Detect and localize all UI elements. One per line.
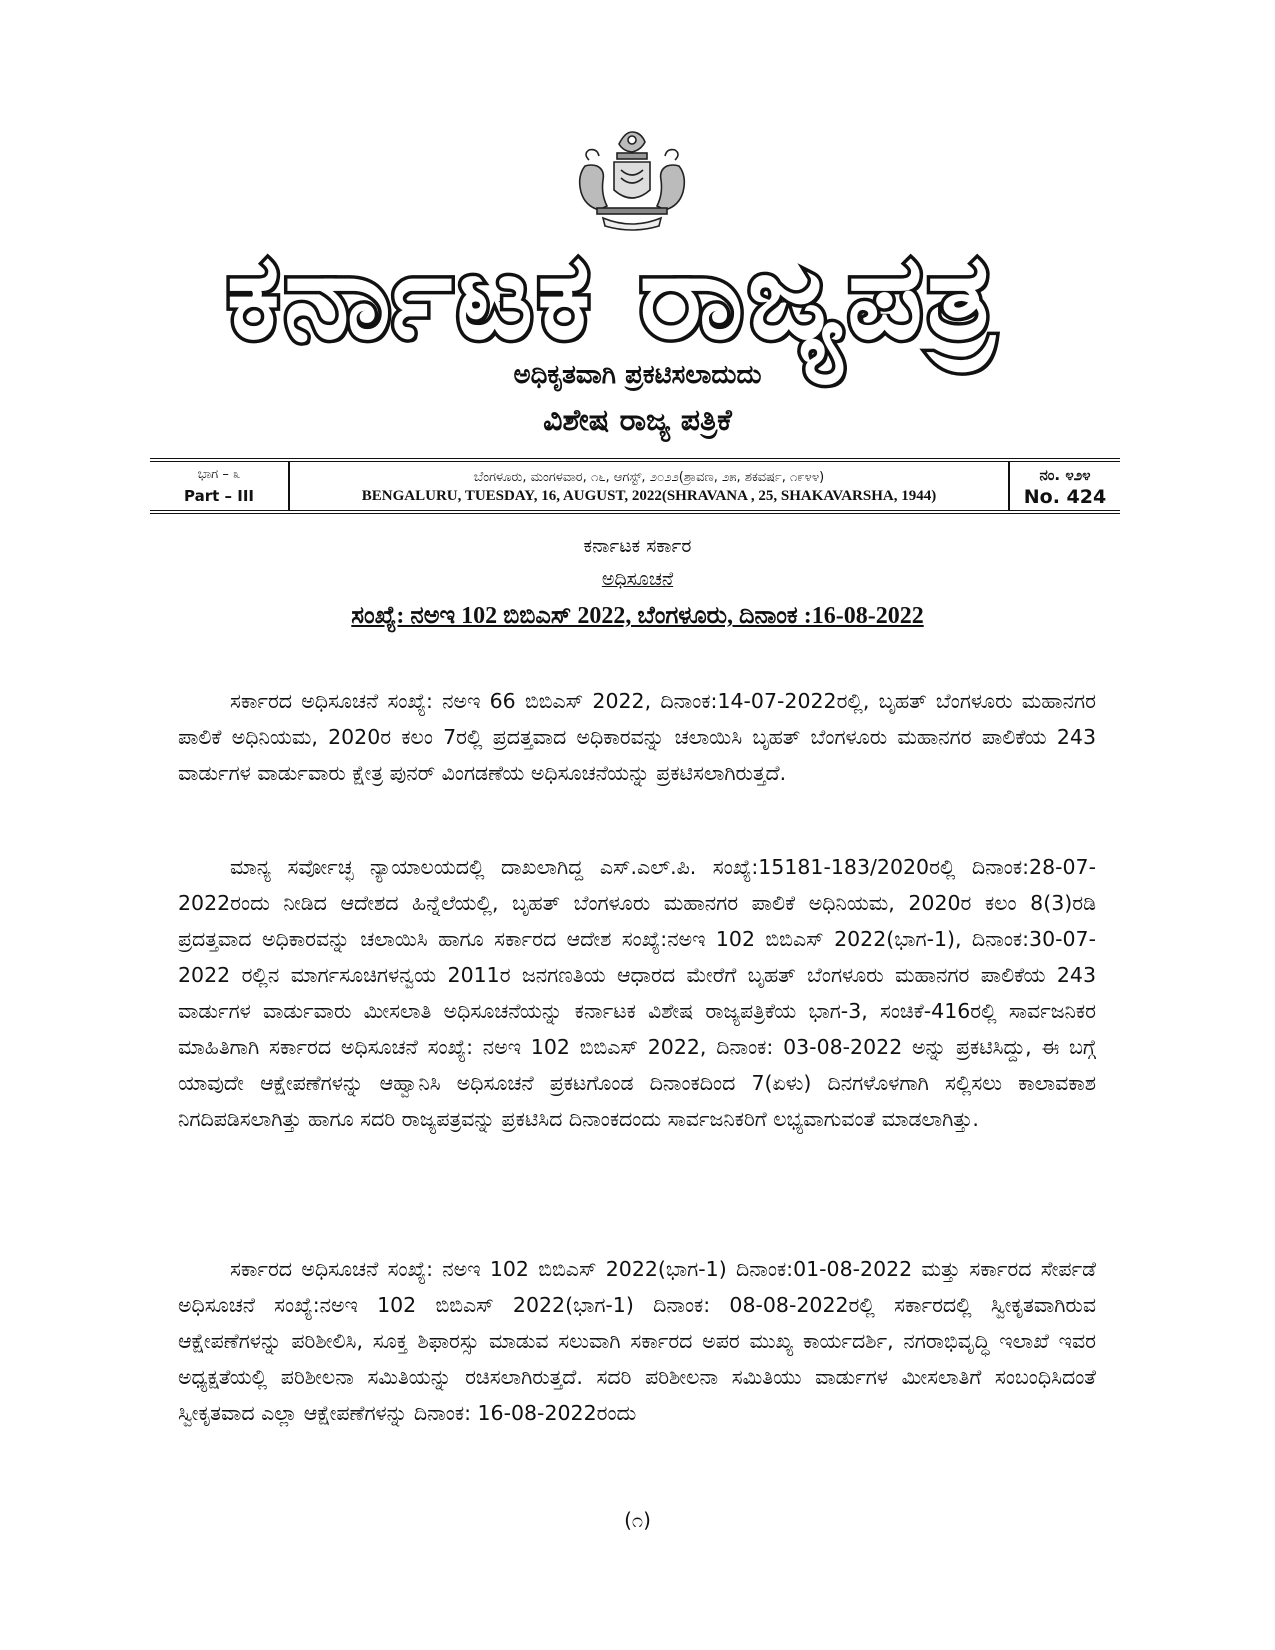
issue-number-cell	[1010, 462, 1120, 510]
issue-part-english: Part – III	[184, 487, 254, 505]
masthead-subtitle-extraordinary: ವಿಶೇಷ ರಾಜ್ಯ ಪತ್ರಿಕೆ	[543, 403, 732, 438]
government-heading: ಕರ್ನಾಟಕ ಸರ್ಕಾರ	[583, 535, 692, 557]
masthead-subtitle-official: ಅಧಿಕೃತವಾಗಿ ಪ್ರಕಟಿಸಲಾದುದು	[513, 360, 762, 390]
issue-number-english: No. 424	[1023, 486, 1107, 508]
state-emblem-icon	[567, 126, 697, 231]
notification-reference	[0, 603, 1275, 630]
page-number: (೧)	[624, 1508, 651, 1532]
issue-part-kannada: ಭಾಗ – ೩	[197, 467, 241, 482]
masthead-title: ಕರ್ನಾಟಕ ರಾಜ್ಯಪತ್ರ	[226, 227, 999, 365]
issue-date-kannada: ಬೆಂಗಳೂರು, ಮಂಗಳವಾರ, ೧೬, ಆಗಸ್ಟ್, ೨೦೨೨(ಶ್ರಾವಣ, ೨೫, ಶಕವರ್ಷ, ೧೯೪೪)	[473, 469, 825, 485]
issue-date-cell	[290, 462, 1010, 510]
notification-heading	[0, 568, 1275, 590]
body-paragraph: ಮಾನ್ಯ ಸರ್ವೋಚ್ಛ ನ್ಯಾಯಾಲಯದಲ್ಲಿ ದಾಖಲಾಗಿದ್ದ ಎಸ್.ಎಲ್.ಪಿ. ಸಂಖ್ಯೆ:15181-183/2020ರಲ್ಲಿ ದಿನಾಂಕ:28-07-2022ರಂದು ನೀಡಿದ ಆದೇಶದ ಹಿನ್ನೆಲೆಯಲ್ಲಿ, ಬೃಹತ್ ಬೆಂಗಳೂರು ಮಹಾನಗರ ಪಾಲಿಕೆ ಅಧಿನಿಯಮ, 2020ರ ಕಲಂ 8(3)ರಡಿ ಪ್ರದತ್ತವಾದ ಅಧಿಕಾರವನ್ನು ಚಲಾಯಿಸಿ ಹಾಗೂ ಸರ್ಕಾರದ ಆದೇಶ ಸಂಖ್ಯೆ:ನಅಇ 102 ಬಿಬಿಎಸ್ 2022(ಭಾಗ-1), ದಿನಾಂಕ:30-07-2022 ರಲ್ಲಿನ ಮಾರ್ಗಸೂಚಿಗಳನ್ವಯ 2011ರ ಜನಗಣತಿಯ ಆಧಾರದ ಮೇರೆಗೆ ಬೃಹತ್ ಬೆಂಗಳೂರು ಮಹಾನಗರ ಪಾಲಿಕೆಯ 243 ವಾರ್ಡುಗಳ ವಾರ್ಡುವಾರು ಮೀಸಲಾತಿ ಅಧಿಸೂಚನೆಯನ್ನು ಕರ್ನಾಟಕ ವಿಶೇಷ ರಾಜ್ಯಪತ್ರಿಕೆಯ ಭಾಗ-3, ಸಂಚಿಕೆ-416ರಲ್ಲಿ ಸಾರ್ವಜನಿಕರ ಮಾಹಿತಿಗಾಗಿ ಸರ್ಕಾರದ ಅಧಿಸೂಚನೆ ಸಂಖ್ಯೆ: ನಅಇ 102 ಬಿಬಿಎಸ್ 2022, ದಿನಾಂಕ: 03-08-2022 ಅನ್ನು ಪ್ರಕಟಿಸಿದ್ದು, ಈ ಬಗ್ಗೆ ಯಾವುದೇ ಆಕ್ಷೇಪಣೆಗಳನ್ನು ಆಹ್ವಾನಿಸಿ ಅಧಿಸೂಚನೆ ಪ್ರಕಟಗೊಂಡ ದಿನಾಂಕದಿಂದ 7(ಏಳು) ದಿನಗಳೊಳಗಾಗಿ ಸಲ್ಲಿಸಲು ಕಾಲಾವಕಾಶ ನಿಗದಿಪಡಿಸಲಾಗಿತ್ತು ಹಾಗೂ ಸದರಿ ರಾಜ್ಯಪತ್ರವನ್ನು ಪ್ರಕಟಿಸಿದ ದಿನಾಂಕದಂದು ಸಾರ್ವಜನಿಕರಿಗೆ ಲಭ್ಯವಾಗುವಂತೆ ಮಾಡಲಾಗಿತ್ತು.	[178, 854, 1096, 1131]
issue-date-english: BENGALURU, TUESDAY, 16, AUGUST, 2022(SHRAVANA , 25, SHAKAVARSHA, 1944)	[361, 487, 937, 504]
issue-number-kannada: ನಂ. ೪೨೪	[1039, 466, 1091, 484]
issue-info-bar	[150, 458, 1120, 514]
body-paragraph: ಸರ್ಕಾರದ ಅಧಿಸೂಚನೆ ಸಂಖ್ಯೆ: ನಅಇ 102 ಬಿಬಿಎಸ್ 2022(ಭಾಗ-1) ದಿನಾಂಕ:01-08-2022 ಮತ್ತು ಸರ್ಕಾರದ ಸೇರ್ಪಡೆ ಅಧಿಸೂಚನೆ ಸಂಖ್ಯೆ:ನಅಇ 102 ಬಿಬಿಎಸ್ 2022(ಭಾಗ-1) ದಿನಾಂಕ: 08-08-2022ರಲ್ಲಿ ಸರ್ಕಾರದಲ್ಲಿ ಸ್ವೀಕೃತವಾಗಿರುವ ಆಕ್ಷೇಪಣೆಗಳನ್ನು ಪರಿಶೀಲಿಸಿ, ಸೂಕ್ತ ಶಿಫಾರಸ್ಸು ಮಾಡುವ ಸಲುವಾಗಿ ಸರ್ಕಾರದ ಅಪರ ಮುಖ್ಯ ಕಾರ್ಯದರ್ಶಿ, ನಗರಾಭಿವೃದ್ಧಿ ಇಲಾಖೆ ಇವರ ಅಧ್ಯಕ್ಷತೆಯಲ್ಲಿ ಪರಿಶೀಲನಾ ಸಮಿತಿಯನ್ನು ರಚಿಸಲಾಗಿರುತ್ತದೆ. ಸದರಿ ಪರಿಶೀಲನಾ ಸಮಿತಿಯು ವಾರ್ಡುಗಳ ಮೀಸಲಾತಿಗೆ ಸಂಬಂಧಿಸಿದಂತೆ ಸ್ವೀಕೃತವಾದ ಎಲ್ಲಾ ಆಕ್ಷೇಪಣೆಗಳನ್ನು ದಿನಾಂಕ: 16-08-2022ರಂದು	[178, 1256, 1096, 1425]
issue-part-cell	[150, 462, 290, 510]
notification-reference-text: ಸಂಖ್ಯೆ: ನಅಇ 102 ಬಿಬಿಎಸ್ 2022, ಬೆಂಗಳೂರು, ದಿನಾಂಕ :16-08-2022	[351, 603, 924, 629]
body-paragraph: ಸರ್ಕಾರದ ಅಧಿಸೂಚನೆ ಸಂಖ್ಯೆ: ನಅಇ 66 ಬಿಬಿಎಸ್ 2022, ದಿನಾಂಕ:14-07-2022ರಲ್ಲಿ, ಬೃಹತ್ ಬೆಂಗಳೂರು ಮಹಾನಗರ ಪಾಲಿಕೆ ಅಧಿನಿಯಮ, 2020ರ ಕಲಂ 7ರಲ್ಲಿ ಪ್ರದತ್ತವಾದ ಅಧಿಕಾರವನ್ನು ಚಲಾಯಿಸಿ ಬೃಹತ್ ಬೆಂಗಳೂರು ಮಹಾನಗರ ಪಾಲಿಕೆಯ 243 ವಾರ್ಡುಗಳ ವಾರ್ಡುವಾರು ಕ್ಷೇತ್ರ ಪುನರ್ ವಿಂಗಡಣೆಯ ಅಧಿಸೂಚನೆಯನ್ನು ಪ್ರಕಟಿಸಲಾಗಿರುತ್ತದೆ.	[178, 688, 1096, 785]
notification-heading-text: ಅಧಿಸೂಚನೆ	[601, 568, 674, 590]
gazette-masthead	[160, 222, 1065, 372]
